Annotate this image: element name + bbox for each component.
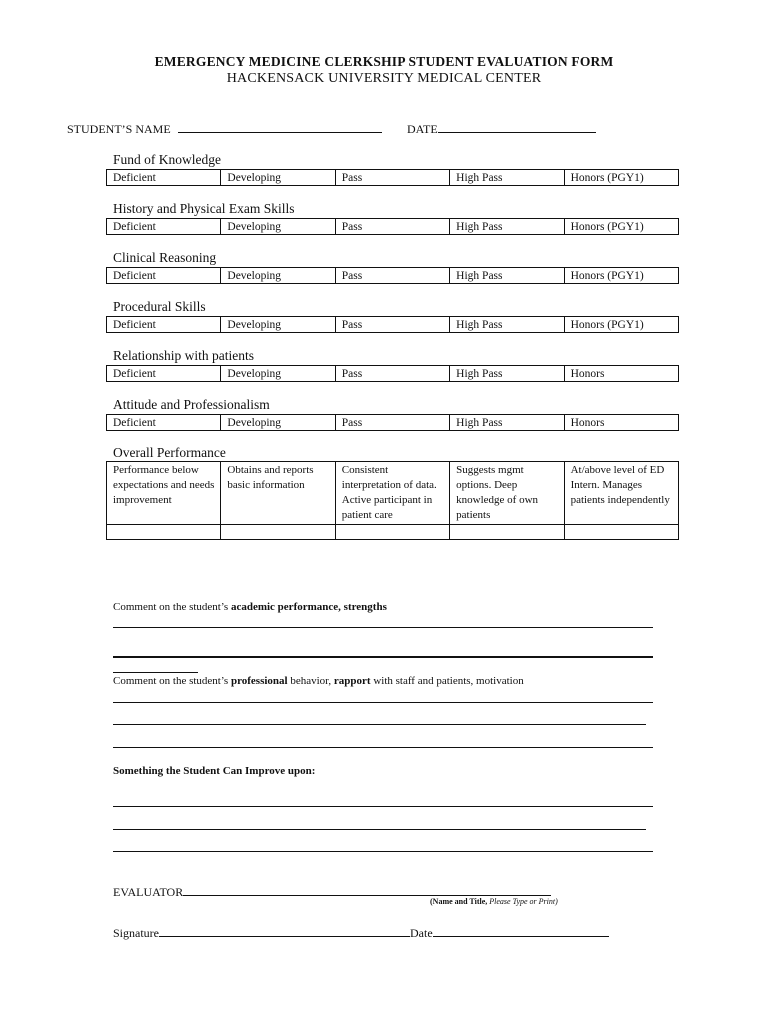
section-title-relationship-patients: Relationship with patients [113, 348, 254, 363]
signature-field[interactable] [159, 924, 410, 937]
rating-option-pass[interactable]: Pass [335, 170, 449, 186]
rating-option-deficient[interactable]: Deficient [107, 268, 221, 284]
rating-option-deficient[interactable]: Deficient [107, 170, 221, 186]
section-title-attitude-professionalism: Attitude and Professionalism [113, 397, 270, 412]
evaluator-label: EVALUATOR [113, 885, 184, 899]
rating-option-developing[interactable]: Developing [221, 415, 335, 431]
rating-option-deficient[interactable]: Deficient [107, 415, 221, 431]
rapport-emphasis: rapport [333, 675, 371, 687]
date-label: DATE [407, 122, 438, 136]
improvement-line[interactable] [113, 829, 646, 830]
professional-comment-line[interactable] [113, 724, 646, 725]
professional-comment-line[interactable] [113, 747, 653, 748]
evaluator-field[interactable] [183, 883, 551, 896]
academic-comment-prefix: Comment on the student’s [113, 601, 231, 613]
rating-option-deficient[interactable]: Deficient [107, 366, 221, 382]
overall-description-below: Performance below expectations and needs improvement [107, 462, 221, 525]
overall-description-intern-level: At/above level of ED Intern. Manages patients independently [564, 462, 678, 525]
overall-description-suggests: Suggests mgmt options. Deep knowledge of own patients [450, 462, 564, 525]
rating-option-high-pass[interactable]: High Pass [450, 366, 564, 382]
date-field[interactable] [438, 120, 596, 133]
rating-table-clinical-reasoning [106, 267, 679, 284]
rating-option-honors[interactable]: Honors (PGY1) [564, 317, 678, 333]
professional-comment-prefix: Comment on the student’s [113, 675, 231, 687]
rating-option-honors[interactable]: Honors [564, 415, 678, 431]
professional-comment-prompt [113, 675, 524, 687]
rating-table-history-physical [106, 218, 679, 235]
rating-option-pass[interactable]: Pass [335, 268, 449, 284]
academic-comment-line[interactable] [113, 672, 198, 673]
signature-date-label: Date [410, 926, 433, 940]
rating-option-pass[interactable]: Pass [335, 317, 449, 333]
rating-table-procedural-skills [106, 316, 679, 333]
professional-comment-line[interactable] [113, 702, 653, 703]
rating-table-relationship-patients [106, 365, 679, 382]
rating-option-pass[interactable]: Pass [335, 415, 449, 431]
institution-name: HACKENSACK UNIVERSITY MEDICAL CENTER [226, 71, 542, 86]
student-name-label: STUDENT’S NAME [67, 122, 171, 136]
professional-comment-mid: behavior, [287, 675, 334, 687]
academic-comment-emphasis: academic performance, strengths [230, 601, 387, 613]
section-title-clinical-reasoning: Clinical Reasoning [113, 250, 217, 265]
signature-date-field[interactable] [433, 924, 609, 937]
improvement-line[interactable] [113, 806, 653, 807]
rating-option-developing[interactable]: Developing [221, 170, 335, 186]
academic-comment-line[interactable] [113, 656, 653, 658]
evaluator-hint-name-title: (Name and Title, [430, 897, 488, 906]
overall-select-cell[interactable] [564, 525, 678, 540]
rating-table-attitude-professionalism [106, 414, 679, 431]
professional-emphasis: professional [230, 675, 288, 687]
overall-selection-row [107, 525, 679, 540]
rating-option-high-pass[interactable]: High Pass [450, 219, 564, 235]
student-name-row [67, 120, 382, 137]
evaluator-hint-type-print: Please Type or Print) [487, 897, 558, 906]
date-row [407, 120, 596, 137]
improvement-line[interactable] [113, 851, 653, 852]
rating-option-developing[interactable]: Developing [221, 219, 335, 235]
rating-option-high-pass[interactable]: High Pass [450, 415, 564, 431]
rating-option-developing[interactable]: Developing [221, 268, 335, 284]
academic-comment-prompt [113, 601, 387, 613]
student-name-field[interactable] [178, 120, 382, 133]
rating-option-honors[interactable]: Honors (PGY1) [564, 268, 678, 284]
overall-select-cell[interactable] [221, 525, 335, 540]
overall-select-cell[interactable] [107, 525, 221, 540]
overall-description-consistent: Consistent interpretation of data. Active participant in patient care [335, 462, 449, 525]
rating-option-developing[interactable]: Developing [221, 366, 335, 382]
improvement-prompt: Something the Student Can Improve upon: [113, 765, 316, 777]
rating-option-high-pass[interactable]: High Pass [450, 317, 564, 333]
signature-label: Signature [113, 926, 159, 940]
form-title: EMERGENCY MEDICINE CLERKSHIP STUDENT EVALUATION FORM [154, 54, 614, 69]
rating-option-high-pass[interactable]: High Pass [450, 170, 564, 186]
overall-select-cell[interactable] [335, 525, 449, 540]
rating-option-honors[interactable]: Honors (PGY1) [564, 170, 678, 186]
rating-option-honors[interactable]: Honors [564, 366, 678, 382]
section-title-overall-performance: Overall Performance [113, 445, 226, 460]
evaluator-hint [430, 897, 558, 906]
section-title-fund-of-knowledge: Fund of Knowledge [113, 152, 221, 167]
rating-option-deficient[interactable]: Deficient [107, 317, 221, 333]
section-title-history-physical: History and Physical Exam Skills [113, 201, 295, 216]
rating-table-fund-of-knowledge [106, 169, 679, 186]
rating-option-pass[interactable]: Pass [335, 366, 449, 382]
overall-select-cell[interactable] [450, 525, 564, 540]
overall-performance-table [106, 461, 679, 540]
overall-description-basic: Obtains and reports basic information [221, 462, 335, 525]
rating-option-pass[interactable]: Pass [335, 219, 449, 235]
rating-option-developing[interactable]: Developing [221, 317, 335, 333]
rating-option-deficient[interactable]: Deficient [107, 219, 221, 235]
overall-descriptions-row [107, 462, 679, 525]
rating-option-high-pass[interactable]: High Pass [450, 268, 564, 284]
section-title-procedural-skills: Procedural Skills [113, 299, 206, 314]
academic-comment-line[interactable] [113, 627, 653, 628]
signature-row [113, 924, 609, 941]
professional-comment-suffix: with staff and patients, motivation [370, 675, 524, 687]
rating-option-honors[interactable]: Honors (PGY1) [564, 219, 678, 235]
